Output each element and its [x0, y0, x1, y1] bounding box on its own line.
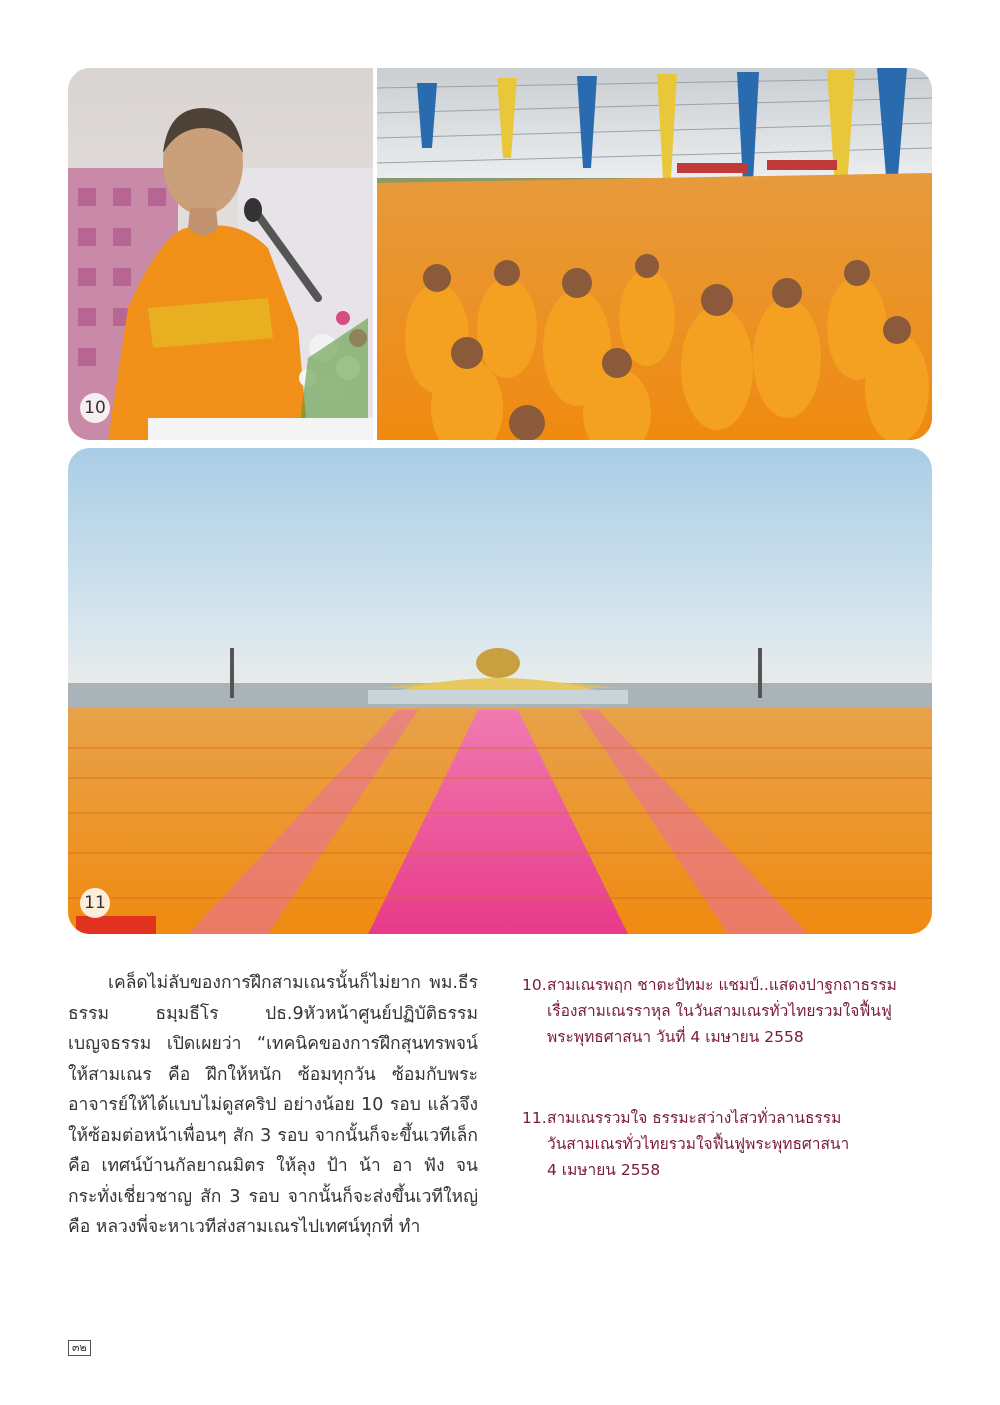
photo-novices-dome: [68, 448, 932, 934]
photo-novice-speaking: [68, 68, 373, 440]
caption-11-line-1: 11.สามเณรรวมใจ ธรรมะสว่างไสวทั่วลานธรรม: [522, 1109, 842, 1127]
article-body: [68, 968, 478, 1243]
page-number: ๓๒: [68, 1340, 91, 1356]
caption-11: [522, 1105, 942, 1183]
photo-novices-hall: [377, 68, 932, 440]
photo-number-10: 10: [80, 393, 110, 423]
caption-11-line-2: วันสามเณรทั่วไทยรวมใจฟื้นฟูพระพุทธศาสนา: [547, 1135, 850, 1153]
caption-10-line-3: พระพุทธศาสนา วันที่ 4 เมษายน 2558: [547, 1028, 804, 1046]
caption-10-line-2: เรื่องสามเณรราหุล ในวันสามเณรทั่วไทยรวมใจฟื้นฟู: [547, 1002, 892, 1020]
body-paragraph: เคล็ดไม่ลับของการฝึกสามเณรนั้นก็ไม่ยาก พม.ธีรธรรม ธมฺมธีโร ปธ.9หัวหน้าศูนย์ปฏิบัติธรรม เบญจธรรม เปิดเผยว่า “เทคนิคของการฝึกสุนทรพจน์ให้สามเณร คือ ฝึกให้หนัก ซ้อมทุกวัน ซ้อมกับพระอาจารย์ให้ได้แบบไม่ดูสคริป อย่างน้อย 10 รอบ แล้วจึงให้ซ้อมต่อหน้าเพื่อนๆ สัก 3 รอบ จากนั้นก็จะขึ้นเวทีเล็ก คือ เทศน์บ้านกัลยาณมิตร ให้ลุง ป้า น้า อา ฟัง จนกระทั่งเชี่ยวชาญ สัก 3 รอบ จากนั้นก็จะส่งขึ้นเวทีใหญ่ คือ หลวงพี่จะหาเวทีส่งสามเณรไปเทศน์ทุกที่ ทำ: [68, 973, 478, 1237]
caption-11-line-3: 4 เมษายน 2558: [547, 1161, 661, 1179]
caption-10-line-1: 10.สามเณรพฤก ชาตะปัทมะ แชมป์..แสดงปาฐกถาธรรม: [522, 976, 897, 994]
photo-number-11: 11: [80, 888, 110, 918]
caption-10: [522, 972, 942, 1050]
